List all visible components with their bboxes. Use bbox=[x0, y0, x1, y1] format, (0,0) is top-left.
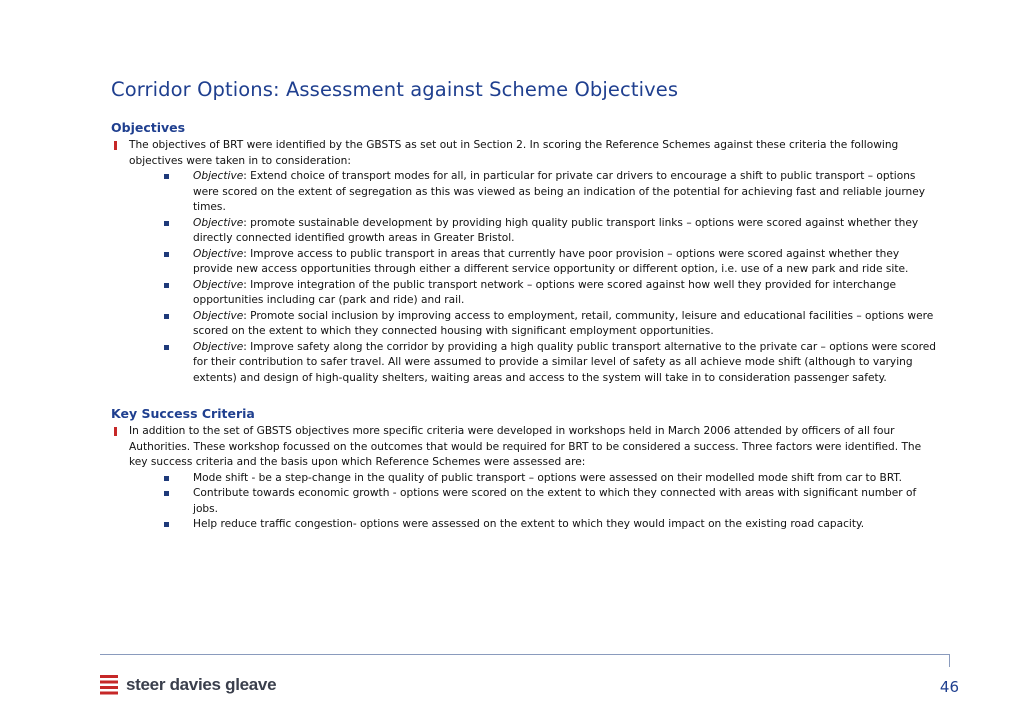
objective-item bbox=[193, 216, 937, 247]
logo-stripes-icon bbox=[100, 675, 118, 695]
objectives-intro-text: The objectives of BRT were identified by the GBSTS as set out in Section 2. In scoring the Reference Schemes against these criteria the following objectives were taken in to consideration: bbox=[129, 139, 899, 167]
objective-label: Objective bbox=[193, 340, 244, 353]
square-bullet-icon bbox=[164, 252, 169, 257]
square-bullet-icon bbox=[164, 221, 169, 226]
square-bullet-icon bbox=[164, 174, 169, 179]
objective-label: Objective bbox=[193, 216, 244, 229]
objective-item bbox=[193, 309, 937, 340]
criteria-item bbox=[193, 471, 937, 487]
objective-text: : Improve integration of the public transport network – options were scored against how well they provided for interchange opportunities including car (park and ride) and rail. bbox=[193, 278, 897, 306]
objective-text: : Improve access to public transport in areas that currently have poor provision – options were scored against whether they provide new access opportunities through either a different service opportunity or different option, i.e. use of a new park and ride site. bbox=[193, 247, 909, 275]
page-title: Corridor Options: Assessment against Scheme Objectives bbox=[111, 78, 679, 101]
objective-label: Objective bbox=[193, 170, 244, 182]
criteria-text: Help reduce traffic congestion- options were assessed on the extent to which they would impact on the existing road capacity. bbox=[193, 518, 865, 530]
criteria-text: Contribute towards economic growth - options were scored on the extent to which they connected with areas with significant number of jobs. bbox=[193, 487, 917, 515]
logo-text: steer davies gleave bbox=[126, 675, 277, 694]
square-bullet-icon bbox=[164, 314, 169, 319]
key-success-intro-text: In addition to the set of GBSTS objectives more specific criteria were developed in workshops held in March 2006 attended by officers of all four Authorities. These workshop focussed on the outcomes that would be required for BRT to be considered a success. Three factors were identified. The key success criteria and the basis upon which Reference Schemes were assessed are: bbox=[129, 425, 922, 468]
square-bullet-icon bbox=[164, 491, 169, 496]
square-bullet-icon bbox=[164, 522, 169, 527]
objective-text: : promote sustainable development by providing high quality public transport links – options were scored against whether they directly connected identified growth areas in Greater Bristol. bbox=[193, 216, 919, 244]
red-bar-bullet-icon bbox=[114, 141, 117, 150]
square-bullet-icon bbox=[164, 345, 169, 350]
objective-label: Objective bbox=[193, 309, 244, 322]
content bbox=[111, 120, 937, 533]
objective-label: Objective bbox=[193, 247, 244, 260]
criteria-item bbox=[193, 517, 937, 533]
objective-item bbox=[193, 278, 937, 309]
key-success-list bbox=[111, 471, 937, 533]
square-bullet-icon bbox=[164, 283, 169, 288]
key-success-intro-paragraph bbox=[111, 424, 937, 471]
square-bullet-icon bbox=[164, 476, 169, 481]
company-logo bbox=[100, 674, 276, 696]
objective-text: : Promote social inclusion by improving access to employment, retail, community, leisure and educational facilities – options were scored on the extent to which they connected housing with significant employment opportunities. bbox=[193, 309, 934, 337]
objectives-intro-paragraph bbox=[111, 138, 937, 169]
criteria-text: Mode shift - be a step-change in the quality of public transport – options were assessed on their modelled mode shift from car to BRT. bbox=[193, 471, 902, 484]
key-success-heading: Key Success Criteria bbox=[111, 406, 255, 421]
objective-item bbox=[193, 340, 937, 387]
objective-label: Objective bbox=[193, 278, 244, 291]
objectives-heading: Objectives bbox=[111, 120, 186, 135]
objectives-list bbox=[111, 169, 937, 386]
footer-divider-tick bbox=[949, 654, 950, 667]
criteria-item bbox=[193, 486, 937, 517]
footer-divider bbox=[100, 654, 950, 655]
objective-text: : Improve safety along the corridor by providing a high quality public transport alternative to the private car – options were scored for their contribution to safer travel. All were assumed to provide a similar level of safety as all achieve mode shift (although to varying extents) and design of high-quality shelters, waiting areas and access to the system will take in to consideration passenger safety. bbox=[193, 340, 936, 384]
red-bar-bullet-icon bbox=[114, 427, 117, 436]
page-number: 46 bbox=[939, 678, 959, 696]
objective-item bbox=[193, 247, 937, 278]
objective-text: : Extend choice of transport modes for all, in particular for private car drivers to encourage a shift to public transport – options were scored on the extent of segregation as this was viewed as being an indication of the potential for achieving fast and reliable journey times. bbox=[193, 170, 926, 213]
objective-item bbox=[193, 169, 937, 216]
